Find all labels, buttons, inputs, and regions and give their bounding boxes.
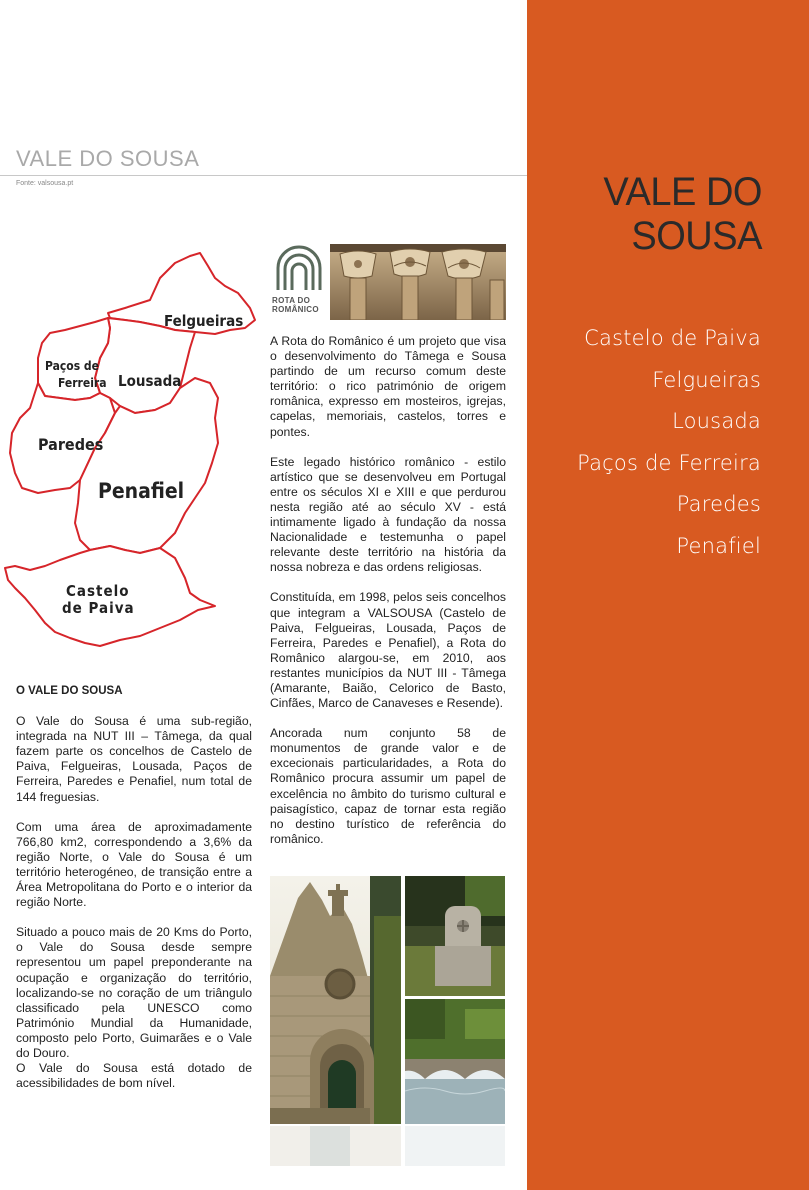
stone-cross-photo bbox=[405, 876, 505, 996]
municipality-item: Penafiel bbox=[676, 533, 761, 558]
section-heading: O VALE DO SOUSA bbox=[16, 685, 123, 697]
map-label-paredes: Paredes bbox=[38, 435, 104, 454]
map-label-lousada: Lousada bbox=[118, 372, 182, 390]
map-label-castelo-line1: Castelo bbox=[66, 582, 130, 600]
church-photo bbox=[270, 876, 401, 1124]
logo-text-line2: ROMÂNICO bbox=[272, 305, 319, 314]
stone-bridge-photo bbox=[405, 999, 505, 1124]
arch-logo-icon bbox=[270, 244, 328, 294]
map-label-felgueiras: Felgueiras bbox=[164, 312, 244, 330]
logo-text bbox=[272, 296, 319, 314]
paragraph: O Vale do Sousa está dotado de acessibilidades de bom nível. bbox=[16, 1061, 252, 1091]
municipality-item: Castelo de Paiva bbox=[584, 326, 761, 350]
paragraph: Ancorada num conjunto 58 de monumentos de grande valor e de excecionais particularidades, a Rota do Românico procura assumir um papel de excelência no âmbito do turismo cultural e paisagístico, capaz de tornar esta região no destino turístico de referência do românico. bbox=[270, 726, 506, 846]
paragraph: O Vale do Sousa é uma sub-região, integrada na NUT III – Tâmega, da qual fazem parte os concelhos de Castelo de Paiva, Felgueiras, Lousada, Paços de Ferreira, Paredes e Penafiel, num total de 144 freguesias. bbox=[16, 714, 252, 804]
municipality-item: Lousada bbox=[672, 409, 761, 433]
left-text-column bbox=[16, 684, 252, 1106]
municipality-list bbox=[540, 323, 761, 572]
municipality-item: Paços de Ferreira bbox=[577, 450, 761, 475]
sidebar-title-line1: VALE DO bbox=[603, 170, 762, 214]
photo-reflection bbox=[270, 1126, 506, 1166]
paragraph: A Rota do Românico é um projeto que visa o desenvolvimento do Tâmega e Sousa partindo de um recurso comum deste território: o rico património de origem românica, expresso em mosteiros, igrejas, capelas, memoriais, castelos, torres e pontes. bbox=[270, 334, 506, 439]
paragraph: Situado a pouco mais de 20 Kms do Porto, o Vale do Sousa desde sempre representou um papel preponderante na ocupação e organização do território, localizando-se no coração de um triângulo classificado pela UNESCO como Património Mundial da Humanidade, composto pelo Porto, Guimarães e o Vale do Douro. bbox=[16, 925, 252, 1060]
map-label-pacos-line1: Paços de bbox=[45, 359, 99, 373]
map-label-castelo-line2: de Paiva bbox=[62, 599, 135, 617]
rota-romanico-logo bbox=[270, 244, 328, 320]
sidebar-title-line2: SOUSA bbox=[631, 214, 762, 258]
romanesque-capitals-photo bbox=[330, 244, 506, 320]
map-label-penafiel: Penafiel bbox=[98, 479, 185, 503]
paragraph: Constituída, em 1998, pelos seis concelhos que integram a VALSOUSA (Castelo de Paiva, Felgueiras, Lousada, Paços de Ferreira, Paredes e Penafiel), a Rota do Românico alargou-se, em 2010, aos restantes municípios da NUT III - Tâmega (Amarante, Baião, Celorico de Basto, Cinfães, Marco de Canaveses e Resende). bbox=[270, 590, 506, 711]
page-title: VALE DO SOUSA bbox=[16, 146, 200, 171]
source-note: Fonte: valsousa.pt bbox=[16, 180, 74, 187]
logo-text-line1: ROTA DO bbox=[272, 296, 311, 305]
rota-romanico-banner bbox=[270, 244, 506, 320]
municipality-item: Paredes bbox=[676, 492, 761, 516]
right-text-column bbox=[270, 334, 506, 862]
municipality-item: Felgueiras bbox=[652, 367, 761, 392]
region-map bbox=[0, 248, 260, 658]
paragraph: Com uma área de aproximadamente 766,80 km2, correspondendo a 3,6% da região Norte, o Vale do Sousa é um território heterogéneo, de transição entre a Área Metropolitana do Porto e o interior da região Norte. bbox=[16, 819, 252, 910]
paragraph: Este legado histórico românico - estilo artístico que se desenvolveu em Portugal entre os séculos XI e XIII e que perdurou nesta região até ao século XV - está intimamente ligado à fundação da nossa Nacionalidade e testemunha o papel relevante deste território na história da nossa nobreza e das ordens religiosas. bbox=[270, 454, 506, 575]
map-label-pacos-line2: Ferreira bbox=[58, 376, 107, 390]
header-divider bbox=[0, 175, 527, 176]
sidebar-title bbox=[551, 170, 762, 258]
